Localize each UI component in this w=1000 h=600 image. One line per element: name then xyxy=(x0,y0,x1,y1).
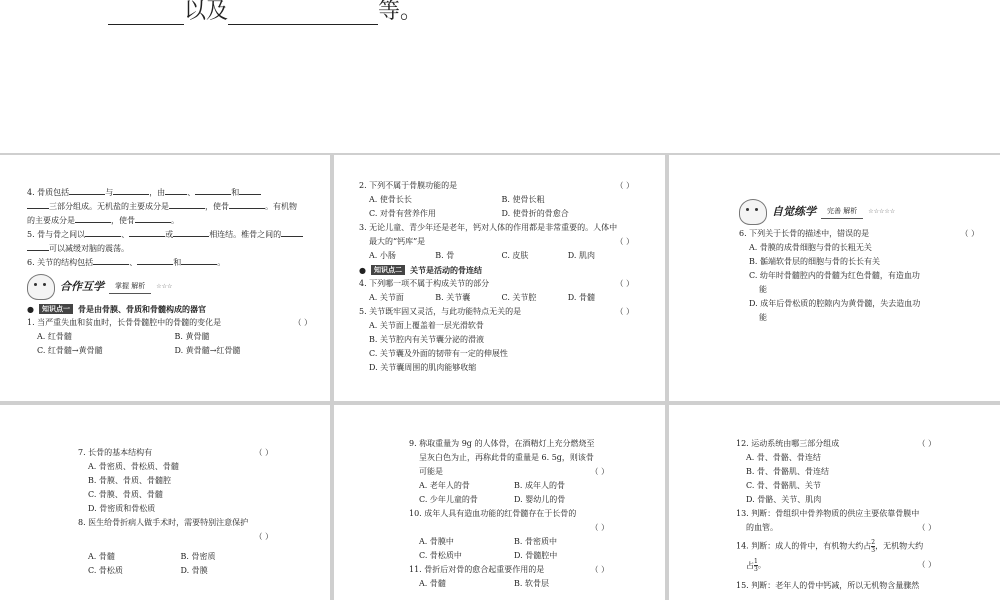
question-12: 12. 运动系统由哪三部分组成 （ ） xyxy=(736,439,936,448)
question-2-options xyxy=(359,193,634,221)
option-b[interactable]: B. 黄骨髓 xyxy=(174,332,210,341)
option-d[interactable]: D. 骨骼、关节、肌肉 xyxy=(746,495,822,504)
question-9-line-3: 可能是 （ ） xyxy=(419,467,609,476)
option-a[interactable]: A. 关节面 xyxy=(369,293,404,302)
question-6: 6. 下列关于长骨的描述中，错误的是 （ ） xyxy=(739,229,979,238)
option-d[interactable]: D. 肌肉 xyxy=(567,251,595,260)
option-c-cont: 能 xyxy=(759,285,767,294)
mascot-icon xyxy=(27,274,55,300)
top-page-area xyxy=(0,0,1000,153)
question-5-options xyxy=(359,319,634,375)
option-d-cont: 能 xyxy=(759,313,767,322)
question-5: 5. 关节既牢固又灵活，与此功能特点无关的是 （ ） xyxy=(359,307,634,316)
question-6-options xyxy=(739,241,979,325)
question-10-options xyxy=(409,535,609,563)
option-a[interactable]: A. 小肠 xyxy=(369,251,396,260)
mascot-icon xyxy=(739,199,767,225)
question-4: 4. 骨质包括 与 ，由 、 和 xyxy=(27,186,312,200)
question-5: 5. 骨与骨之间以 、 或 相连结。椎骨之间的 xyxy=(27,228,312,242)
option-a[interactable]: A. 红骨髓 xyxy=(37,332,72,341)
section-badge: 知识点二 xyxy=(371,265,405,275)
option-c[interactable]: C. 骨膜、骨质、骨髓 xyxy=(88,490,163,499)
slide-card-2[interactable] xyxy=(334,155,665,401)
option-b[interactable]: B. 骺端软骨层的细胞与骨的长长有关 xyxy=(749,257,880,266)
option-a[interactable]: A. 骨膜中 xyxy=(419,537,454,546)
question-11-options xyxy=(409,577,609,591)
question-9: 9. 称取重量为 9g 的人体骨，在酒精灯上充分燃烧至 xyxy=(409,439,595,448)
question-4: 4. 下列哪一项不属于构成关节的部分 （ ） xyxy=(359,279,634,288)
option-c[interactable]: C. 关节腔 xyxy=(501,293,537,302)
question-3: 3. 无论儿童、青少年还是老年，钙对人体的作用都是非常重要的。人体中 xyxy=(359,223,618,232)
question-4-options xyxy=(359,291,634,305)
question-7: 7. 长骨的基本结构有 （ ） xyxy=(78,448,273,457)
slide-card-4[interactable] xyxy=(0,405,330,600)
question-2: 2. 下列不属于骨膜功能的是 （ ） xyxy=(359,181,634,190)
question-13: 13. 判断：骨组织中骨养物质的供应主要依靠骨膜中 xyxy=(736,509,920,518)
banner-title: 合作互学 xyxy=(60,280,104,294)
option-c[interactable]: C. 少年儿童的骨 xyxy=(419,495,478,504)
slide-card-3[interactable] xyxy=(669,155,1000,401)
slide-card-5[interactable] xyxy=(334,405,665,600)
option-a[interactable]: A. 关节面上覆盖着一层光滑软骨 xyxy=(369,321,484,330)
option-c[interactable]: C. 骨松质 xyxy=(88,566,123,575)
section-label: 骨是由骨膜、骨质和骨髓构成的器官 xyxy=(77,304,206,314)
question-7-options xyxy=(78,460,273,516)
question-8-paren: （ ） xyxy=(254,532,273,541)
fraction-1-3: $\frac{1}{3}$ xyxy=(754,558,758,573)
question-6: 6. 关节的结构包括 、 和 。 xyxy=(27,258,226,267)
option-c[interactable]: C. 关节囊及外面的韧带有一定的伸展性 xyxy=(369,349,508,358)
option-d[interactable]: D. 骨膜 xyxy=(180,566,208,575)
option-a[interactable]: A. 骨密质、骨松质、骨髓 xyxy=(88,462,179,471)
option-b[interactable]: B. 骨、骨骼肌、骨连结 xyxy=(746,467,829,476)
option-c[interactable]: C. 对骨有营养作用 xyxy=(369,209,436,218)
option-b[interactable]: B. 骨 xyxy=(435,251,455,260)
bullet-icon: ● xyxy=(27,304,34,314)
question-1: 1. 当严重失血和贫血时，长骨骨髓腔中的骨髓的变化是 （ ） xyxy=(27,318,312,327)
option-d[interactable]: D. 成年后骨松质的腔隙内为黄骨髓，失去造血功 xyxy=(749,299,921,308)
question-4-line-2: 三部分组成。无机盐的主要成分是 ，使骨 。有机物 xyxy=(27,200,312,214)
option-b[interactable]: B. 骨膜、骨质、骨髓腔 xyxy=(88,476,171,485)
option-a[interactable]: A. 骨、骨骼、骨连结 xyxy=(746,453,821,462)
cooperative-learning-banner xyxy=(27,274,312,300)
question-3-options xyxy=(359,249,634,263)
option-b[interactable]: B. 骨密质 xyxy=(180,552,216,561)
self-practice-banner xyxy=(739,199,979,225)
blank-2 xyxy=(228,4,378,25)
option-a[interactable]: A. 骨髓 xyxy=(419,579,446,588)
option-d[interactable]: D. 关节囊周围的肌肉能够收缩 xyxy=(369,363,477,372)
question-14: 14. 判断：成人的骨中，有机物大约占 $\frac{2}{3}$ ，无机物大约 xyxy=(736,539,924,554)
stars-icon: ☆☆☆☆☆ xyxy=(868,207,896,215)
blank-1 xyxy=(108,4,184,25)
option-b[interactable]: B. 关节囊 xyxy=(435,293,471,302)
section-heading-1 xyxy=(27,302,312,316)
option-c[interactable]: C. 幼年时骨髓腔内的骨髓为红色骨髓，有造血功 xyxy=(749,271,920,280)
option-d[interactable]: D. 骨髓 xyxy=(567,293,595,302)
option-d[interactable]: D. 骨密质和骨松质 xyxy=(88,504,156,513)
question-3-line-2: 最大的“钙库”是 （ ） xyxy=(369,237,634,246)
banner-subtitle: 完善 解析 xyxy=(821,205,863,218)
question-11: 11. 骨折后对骨的愈合起重要作用的是 （ ） xyxy=(409,565,609,574)
option-d[interactable]: D. 婴幼儿的骨 xyxy=(514,495,566,504)
option-c[interactable]: C. 红骨髓→黄骨髓 xyxy=(37,346,103,355)
question-13-line-2: 的血管。 （ ） xyxy=(746,523,936,532)
top-text-2: 等。 xyxy=(378,0,423,24)
slide-card-6[interactable] xyxy=(669,405,1000,600)
option-d[interactable]: D. 黄骨髓→红骨髓 xyxy=(174,346,241,355)
question-10-paren: （ ） xyxy=(590,523,609,532)
section-label: 关节是活动的骨连结 xyxy=(409,265,482,275)
banner-subtitle: 掌握 解析 xyxy=(109,280,151,293)
question-10: 10. 成年人具有造血功能的红骨髓存在于长骨的 xyxy=(409,509,577,518)
option-b[interactable]: B. 骨密质中 xyxy=(514,537,557,546)
banner-title: 自觉练学 xyxy=(772,205,816,219)
option-a[interactable]: A. 使骨长长 xyxy=(369,195,412,204)
option-d[interactable]: D. 使骨折的骨愈合 xyxy=(501,209,569,218)
option-c[interactable]: C. 骨松质中 xyxy=(419,551,462,560)
option-b[interactable]: B. 关节腔内有关节囊分泌的滑液 xyxy=(369,335,484,344)
option-d[interactable]: D. 骨髓腔中 xyxy=(514,551,558,560)
option-c[interactable]: C. 骨、骨骼肌、关节 xyxy=(746,481,821,490)
question-12-options xyxy=(736,451,936,507)
option-a[interactable]: A. 骨髓 xyxy=(88,552,115,561)
option-b[interactable]: B. 使骨长粗 xyxy=(501,195,545,204)
question-1-options xyxy=(27,330,312,358)
option-b[interactable]: B. 软骨层 xyxy=(514,579,549,588)
top-text-1: 以及 xyxy=(184,0,229,24)
bullet-icon: ● xyxy=(359,265,366,275)
question-14-line-2: 占 $\frac{1}{3}$ 。 （ ） xyxy=(746,558,936,573)
question-9-line-2: 呈灰白色为止，再称此骨的重量是 6. 5g，则该骨 xyxy=(419,453,594,462)
option-a[interactable]: A. 老年人的骨 xyxy=(419,481,470,490)
option-b[interactable]: B. 成年人的骨 xyxy=(514,481,565,490)
stars-icon: ☆☆☆ xyxy=(156,282,173,290)
question-4-line-3: 的主要成分是 ，使骨 。 xyxy=(27,216,179,225)
option-c[interactable]: C. 皮肤 xyxy=(501,251,529,260)
fraction-2-3: $\frac{2}{3}$ xyxy=(871,539,876,554)
section-heading-2 xyxy=(359,263,634,277)
option-a[interactable]: A. 骨膜的成骨细胞与骨的长粗无关 xyxy=(749,243,872,252)
question-8-options xyxy=(78,550,273,578)
question-5-line-2: 可以减缓对脑的震荡。 xyxy=(27,242,312,256)
top-fill-line xyxy=(108,0,422,25)
question-15: 15. 判断：老年人的骨中钙减，所以无机物含量骤然 xyxy=(736,581,920,590)
question-8: 8. 医生给骨折病人做手术时，需要特别注意保护 xyxy=(78,518,249,527)
slide-card-1[interactable] xyxy=(0,155,330,401)
section-badge: 知识点一 xyxy=(39,304,73,314)
question-9-options xyxy=(409,479,609,507)
